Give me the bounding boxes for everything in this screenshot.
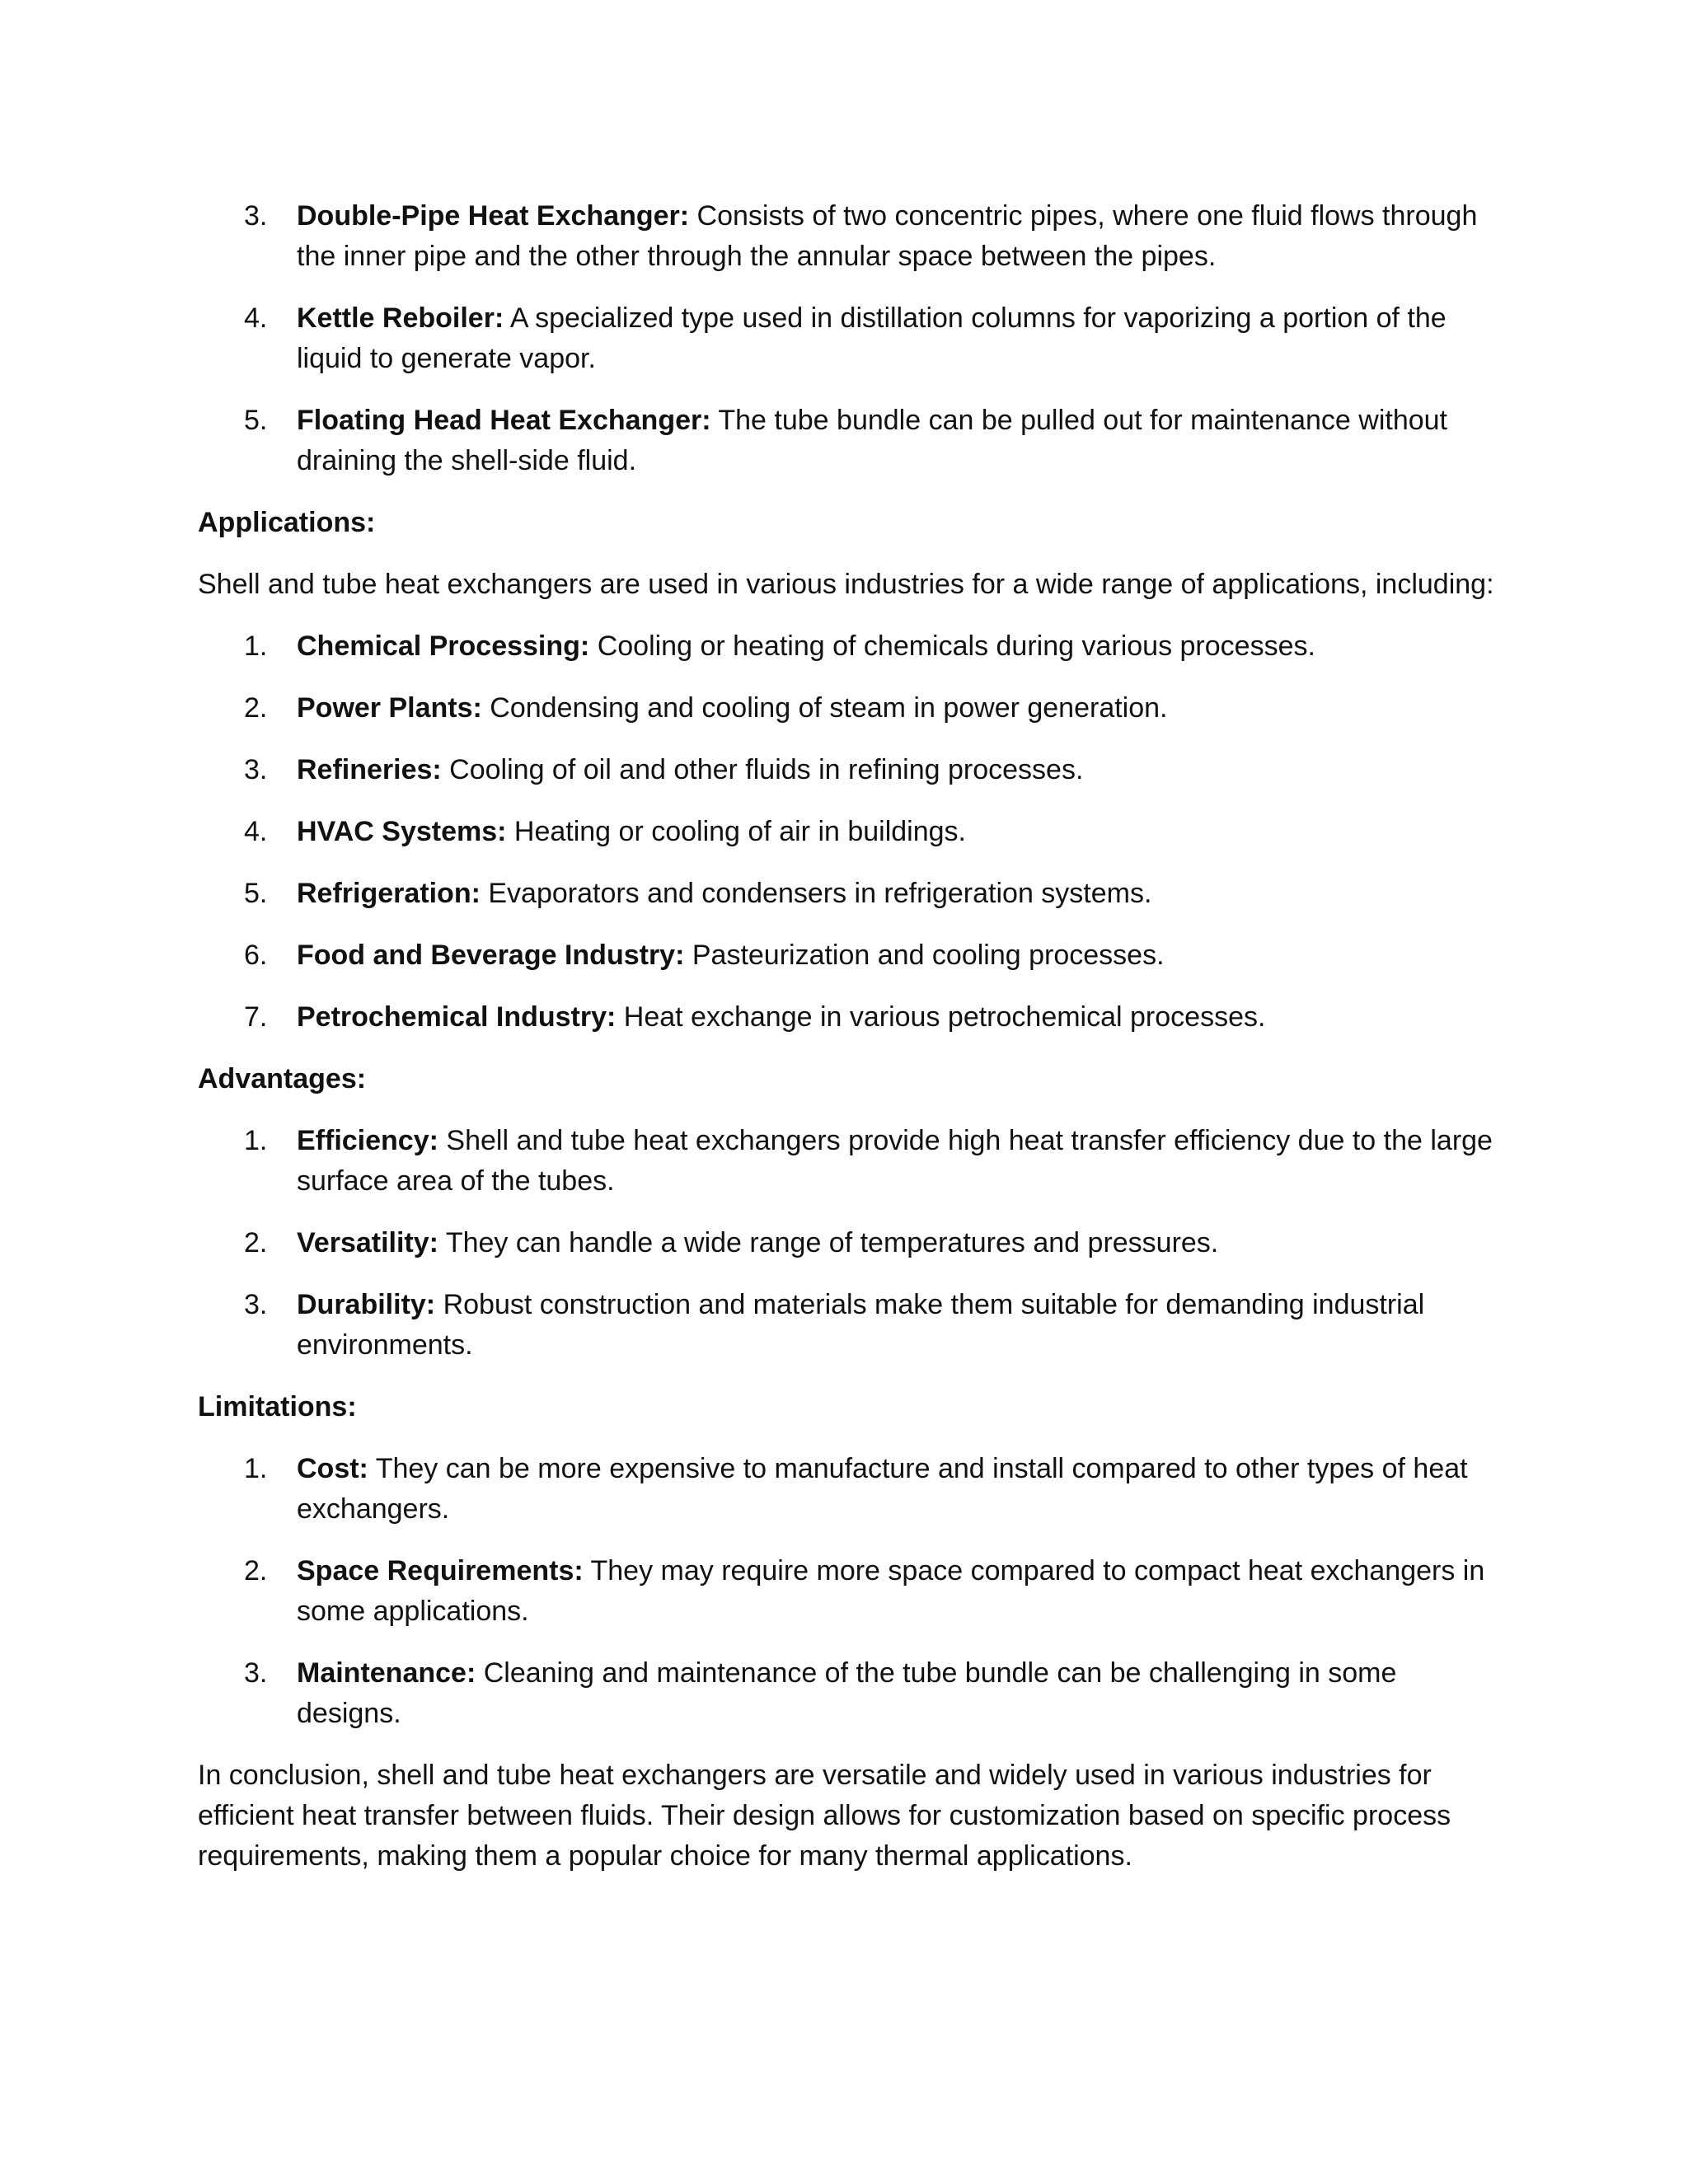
list-number: 5. [244,405,268,436]
list-item [198,298,1500,379]
list-text: They may require more space compared to compact heat exchangers in some applications. [297,1555,1485,1627]
list-text: Pasteurization and cooling processes. [684,940,1165,971]
list-number: 3. [244,754,268,785]
list-number: 4. [244,302,268,334]
list-text: The tube bundle can be pulled out for maintenance without draining the shell-side fluid. [297,405,1447,476]
list-text: Cooling of oil and other fluids in refining processes. [441,754,1084,785]
list-item [198,401,1500,481]
list-term: Power Plants: [297,692,482,724]
list-term: Durability: [297,1289,436,1320]
list-term: Refrigeration: [297,878,481,909]
list-term: Double-Pipe Heat Exchanger: [297,200,690,232]
applications-heading: Applications: [198,507,376,538]
list-term: Chemical Processing: [297,630,590,662]
list-number: 3. [244,1657,268,1689]
list-number: 5. [244,878,268,909]
list-number: 1. [244,1125,268,1156]
list-term: Petrochemical Industry: [297,1001,617,1033]
list-text: Evaporators and condensers in refrigeration systems. [480,878,1152,909]
list-number: 2. [244,1227,268,1258]
list-item [198,874,1500,914]
list-text: They can handle a wide range of temperatures and pressures. [438,1227,1219,1258]
list-term: Cost: [297,1453,368,1484]
list-item [198,626,1500,667]
list-number: 3. [244,1289,268,1320]
applications-list [198,626,1500,1038]
list-text: Shell and tube heat exchangers provide high heat transfer efficiency due to the large surface area of the tubes. [297,1125,1493,1197]
list-item [198,1551,1500,1632]
limitations-heading: Limitations: [198,1391,357,1422]
list-term: Refineries: [297,754,442,785]
list-term: Maintenance: [297,1657,476,1689]
list-term: Kettle Reboiler: [297,302,504,334]
list-item [198,750,1500,790]
list-text: Heating or cooling of air in buildings. [506,816,966,847]
list-term: Floating Head Heat Exchanger: [297,405,711,436]
applications-intro: Shell and tube heat exchangers are used in various industries for a wide range of applications, including: [198,569,1494,600]
list-number: 7. [244,1001,268,1033]
list-text: Condensing and cooling of steam in power generation. [481,692,1168,724]
list-item [198,196,1500,277]
list-term: HVAC Systems: [297,816,507,847]
limitations-list [198,1449,1500,1734]
list-item [198,1121,1500,1202]
list-term: Food and Beverage Industry: [297,940,685,971]
list-item [198,935,1500,976]
list-item [198,1449,1500,1530]
list-item [198,997,1500,1038]
list-number: 4. [244,816,268,847]
list-text: Consists of two concentric pipes, where one fluid flows through the inner pipe and the other through the annular space between the pipes. [297,200,1478,272]
advantages-list [198,1121,1500,1366]
list-item [198,688,1500,729]
list-number: 2. [244,692,268,724]
list-text: A specialized type used in distillation columns for vaporizing a portion of the liquid to generate vapor. [297,302,1447,374]
list-text: Cleaning and maintenance of the tube bundle can be challenging in some designs. [297,1657,1397,1729]
list-item [198,1223,1500,1263]
conclusion-paragraph: In conclusion, shell and tube heat exchangers are versatile and widely used in various industries for efficient heat transfer between fluids. Their design allows for customization based on specific process requirements, making them a popular choice for many thermal applications. [198,1760,1451,1872]
list-text: Robust construction and materials make them suitable for demanding industrial environments. [297,1289,1425,1361]
list-term: Versatility: [297,1227,438,1258]
list-item [198,1653,1500,1734]
list-term: Efficiency: [297,1125,438,1156]
list-number: 2. [244,1555,268,1586]
list-item [198,1285,1500,1366]
list-text: Cooling or heating of chemicals during various processes. [589,630,1315,662]
list-item [198,812,1500,852]
advantages-heading: Advantages: [198,1063,367,1094]
exchanger-types-list [198,196,1500,481]
list-text: They can be more expensive to manufacture and install compared to other types of heat exchangers. [297,1453,1468,1525]
list-term: Space Requirements: [297,1555,584,1586]
list-text: Heat exchange in various petrochemical processes. [616,1001,1266,1033]
document-page [198,196,1500,1877]
list-number: 3. [244,200,268,232]
list-number: 6. [244,940,268,971]
list-number: 1. [244,630,268,662]
list-number: 1. [244,1453,268,1484]
